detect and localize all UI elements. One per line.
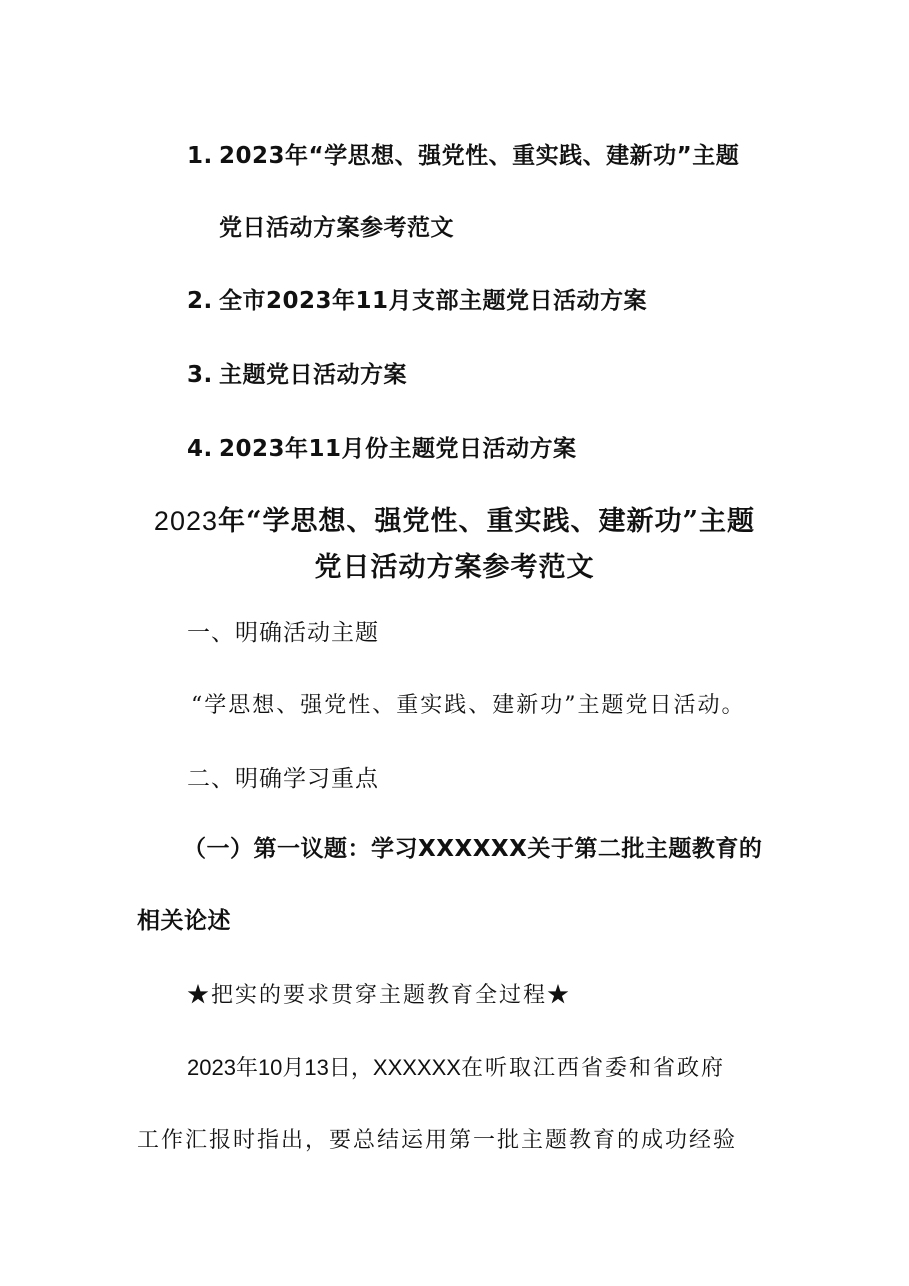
toc-item-1-continued[interactable]	[219, 216, 454, 241]
title-year: 2023	[153, 506, 218, 536]
paragraph-name: XXXXXX	[372, 1055, 461, 1080]
paragraph-date: 2023年10月13日，	[187, 1055, 373, 1080]
toc-item-number: 4.	[187, 436, 213, 462]
section-heading-1: 一、明确活动主题	[187, 620, 379, 646]
toc-item-number: 1.	[187, 143, 213, 169]
section-heading-2: 二、明确学习重点	[187, 766, 379, 792]
document-title-line-2	[0, 553, 909, 583]
title-text: 年“学思想、强党性、重实践、建新功”主题	[218, 506, 756, 537]
star-heading: ★把实的要求贯穿主题教育全过程★	[187, 983, 572, 1008]
toc-item-text: 主题党日活动方案	[219, 362, 407, 388]
toc-item-1[interactable]	[187, 144, 739, 169]
toc-item-number: 3.	[187, 362, 213, 388]
theme-paragraph: “学思想、强党性、重实践、建新功”主题党日活动。	[191, 693, 746, 718]
paragraph-line-2: 工作汇报时指出，要总结运用第一批主题教育的成功经验	[137, 1128, 738, 1153]
title-text: 党日活动方案参考范文	[314, 552, 595, 583]
toc-item-4[interactable]	[187, 437, 577, 462]
document-title-line-1	[0, 507, 909, 537]
paragraph-text: 在听取江西省委和省政府	[460, 1056, 725, 1081]
toc-item-text: 全市2023年11月支部主题党日活动方案	[219, 288, 648, 314]
toc-item-text: 2023年“学思想、强党性、重实践、建新功”主题	[219, 143, 740, 169]
subsection-heading-line-2: 相关论述	[137, 908, 231, 934]
toc-item-2[interactable]	[187, 289, 647, 314]
subsection-heading-line-1: （一）第一议题：学习XXXXXX关于第二批主题教育的	[183, 836, 763, 862]
toc-item-text: 党日活动方案参考范文	[219, 215, 454, 241]
toc-item-number: 2.	[187, 288, 213, 314]
toc-item-3[interactable]	[187, 363, 407, 388]
paragraph-line-1	[187, 1056, 725, 1081]
toc-item-text: 2023年11月份主题党日活动方案	[219, 436, 577, 462]
